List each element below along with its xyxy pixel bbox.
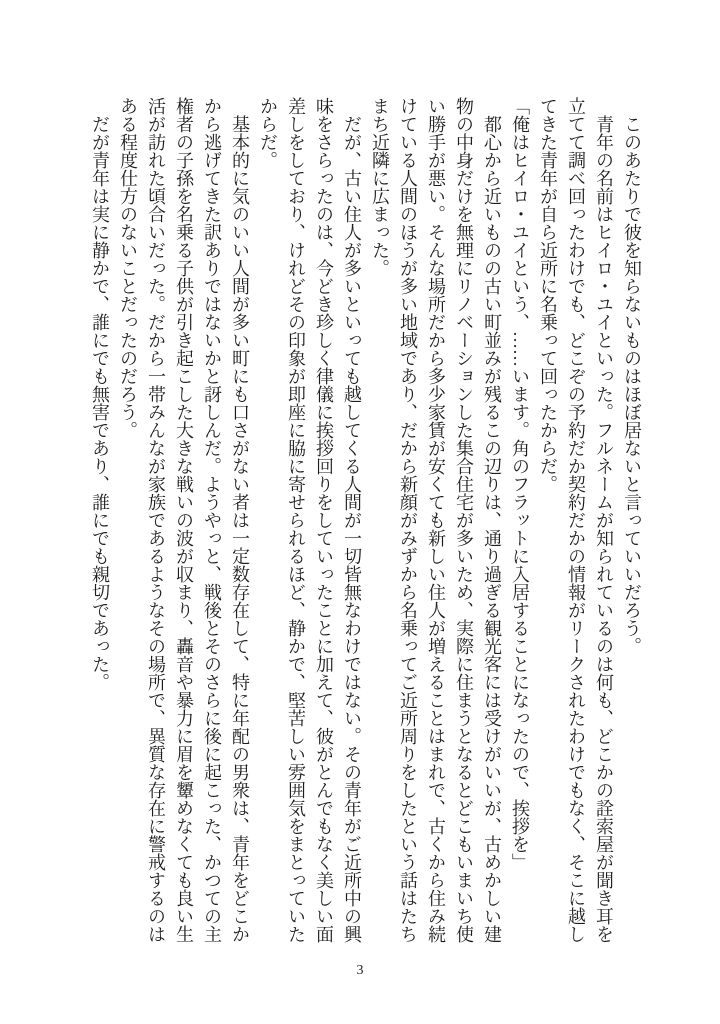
paragraph: 青年の名前はヒイロ・ユイといった。フルネームが知られているのは何も、どこかの詮索屋が聞き耳を立てて調べ回ったわけでも、どこぞの予約だか契約だかの情報がリークされたわけでもなく、そこに越してきた青年が自ら近所に名乗って回ったからだ。	[538, 97, 614, 943]
paragraph: だが青年は実に静かで、誰にでも無害であり、誰にでも親切であった。	[90, 115, 110, 691]
paragraph: だが、古い住人が多いといっても越してくる人間が一切皆無なわけではない。その青年がご近所中の興味をさらったのは、今どき珍しく律儀に挨拶回りをしていったことに加えて、彼がとんでもなく美しい面差しをしており、けれどその印象が即座に脇に寄せられるほど、静かで、堅苦しい雰囲気をまとっていたからだ。	[258, 97, 362, 943]
page-number: 3	[356, 963, 364, 978]
paragraph: このあたりで彼を知らないものはほぼ居ないと言っていいだろう。	[622, 115, 642, 655]
body-text	[82, 97, 646, 945]
paragraph: 都心から近いものの古い町並みが残るこの辺りは、通り過ぎる観光客には受けがいいが、古めかしい建物の中身だけを無理にリノベーションした集合住宅が多いため、実際に住まうとなるとどこもいまいち使い勝手が悪い。そんな場所だから多少家賃が安くても新しい住人が増えることはまれで、古くから住み続けている人間のほうが多い地域であり、だから新顔がみずから名乗ってご近所周りをしたという話はたちまち近隣に広まった。	[370, 97, 502, 943]
paragraph: 基本的に気のいい人間が多い町にも口さがない者は一定数存在して、特に年配の男衆は、青年をどこかから逃げてきた訳ありではないかと訝しんだ。ようやっと、戦後とそのさらに後に起こった、かつての主権者の子孫を名乗る子供が引き起こした大きな戦いの波が収まり、轟音や暴力に眉を顰めなくても良い生活が訪れた頃合いだった。だから一帯みんなが家族であるようなその場所で、異質な存在に警戒するのはある程度仕方のないことだったのだろう。	[118, 97, 250, 943]
paragraph-dialogue: 「俺はヒイロ・ユイという、……います。角のフラットに入居することになったので、挨拶を」	[510, 97, 530, 871]
